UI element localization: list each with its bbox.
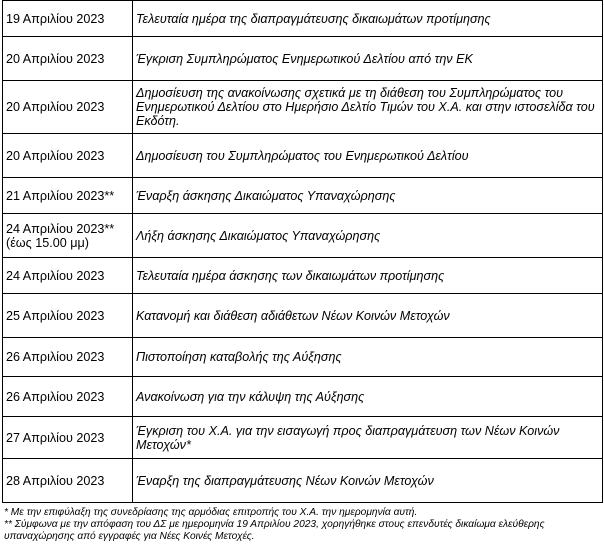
date-cell bbox=[3, 294, 133, 338]
date-cell bbox=[3, 377, 133, 417]
date-cell bbox=[3, 258, 133, 294]
table-row bbox=[3, 134, 603, 178]
date-text: 20 Απριλίου 2023 bbox=[6, 51, 105, 66]
event-text: Τελευταία ημέρα άσκησης των δικαιωμάτων προτίμησης bbox=[136, 268, 445, 283]
table-row bbox=[3, 37, 603, 81]
table-row bbox=[3, 417, 603, 459]
date-cell bbox=[3, 417, 133, 459]
event-text: Ανακοίνωση για την κάλυψη της Αύξησης bbox=[136, 389, 365, 404]
date-cell bbox=[3, 178, 133, 214]
date-text: 19 Απριλίου 2023 bbox=[6, 11, 105, 26]
event-cell bbox=[133, 417, 603, 459]
event-cell bbox=[133, 134, 603, 178]
event-text: Λήξη άσκησης Δικαιώματος Υπαναχώρησης bbox=[136, 228, 381, 243]
table-row bbox=[3, 214, 603, 258]
table-row bbox=[3, 338, 603, 377]
date-text: 28 Απριλίου 2023 bbox=[6, 473, 105, 488]
table-row bbox=[3, 1, 603, 37]
footnote: ** Σύμφωνα με την απόφαση του ΔΣ με ημερομηνία 19 Απριλίου 2023, χορηγήθηκε στους επενδυτές δικαίωμα ελεύθερης υπαναχώρησης από εγγραφές για Νέες Κοινές Μετοχές. bbox=[4, 519, 545, 542]
event-cell bbox=[133, 377, 603, 417]
event-cell bbox=[133, 178, 603, 214]
event-cell bbox=[133, 214, 603, 258]
event-cell bbox=[133, 294, 603, 338]
event-cell bbox=[133, 37, 603, 81]
footnote: * Με την επιφύλαξη της συνεδρίασης της αρμόδιας επιτροπής του Χ.Α. την ημερομηνία αυτή. bbox=[4, 507, 418, 518]
date-text: 27 Απριλίου 2023 bbox=[6, 430, 105, 445]
event-text: Έγκριση Συμπληρώματος Ενημερωτικού Δελτίου από την ΕΚ bbox=[136, 51, 473, 66]
timetable bbox=[2, 0, 603, 503]
event-text: Έγκριση του Χ.Α. για την εισαγωγή προς διαπραγμάτευση των Νέων Κοινών Μετοχών* bbox=[136, 423, 560, 452]
event-text: Πιστοποίηση καταβολής της Αύξησης bbox=[136, 350, 342, 364]
event-text: Τελευταία ημέρα της διαπραγμάτευσης δικαιωμάτων προτίμησης bbox=[136, 11, 491, 26]
table-row bbox=[3, 178, 603, 214]
table-row bbox=[3, 459, 603, 503]
date-text: 24 Απριλίου 2023** bbox=[6, 221, 115, 236]
event-cell bbox=[133, 81, 603, 134]
event-text: Δημοσίευση του Συμπληρώματος του Ενημερωτικού Δελτίου bbox=[136, 148, 469, 163]
event-cell bbox=[133, 338, 603, 377]
date-text: 20 Απριλίου 2023 bbox=[6, 100, 105, 114]
date-cell bbox=[3, 134, 133, 178]
event-text: Κατανομή και διάθεση αδιάθετων Νέων Κοινών Μετοχών bbox=[136, 308, 450, 323]
table-row bbox=[3, 294, 603, 338]
event-cell bbox=[133, 258, 603, 294]
date-text: 20 Απριλίου 2023 bbox=[6, 148, 105, 163]
date-text: 21 Απριλίου 2023** bbox=[6, 188, 115, 203]
date-note: (έως 15.00 μμ) bbox=[6, 235, 89, 250]
event-text: Δημοσίευση της ανακοίνωσης σχετικά με τη διάθεση του Συμπληρώματος του Ενημερωτικού Δελτίου στο Ημερήσιο Δελτίο Τιμών του Χ.Α. και στην ιστοσελίδα του Εκδότη. bbox=[136, 86, 595, 128]
event-cell bbox=[133, 459, 603, 503]
date-text: 26 Απριλίου 2023 bbox=[6, 350, 105, 364]
event-text: Έναρξη άσκησης Δικαιώματος Υπαναχώρησης bbox=[136, 188, 396, 203]
table-row bbox=[3, 81, 603, 134]
date-text: 25 Απριλίου 2023 bbox=[6, 308, 105, 323]
date-cell bbox=[3, 1, 133, 37]
timetable-body bbox=[3, 1, 603, 503]
footnotes bbox=[4, 507, 600, 543]
date-cell bbox=[3, 338, 133, 377]
date-cell bbox=[3, 81, 133, 134]
date-cell bbox=[3, 459, 133, 503]
date-cell bbox=[3, 214, 133, 258]
table-row bbox=[3, 258, 603, 294]
table-row bbox=[3, 377, 603, 417]
event-cell bbox=[133, 1, 603, 37]
date-text: 24 Απριλίου 2023 bbox=[6, 268, 105, 283]
event-text: Έναρξη της διαπραγμάτευσης Νέων Κοινών Μετοχών bbox=[136, 473, 434, 488]
document-page bbox=[2, 0, 603, 503]
date-text: 26 Απριλίου 2023 bbox=[6, 389, 105, 404]
date-cell bbox=[3, 37, 133, 81]
